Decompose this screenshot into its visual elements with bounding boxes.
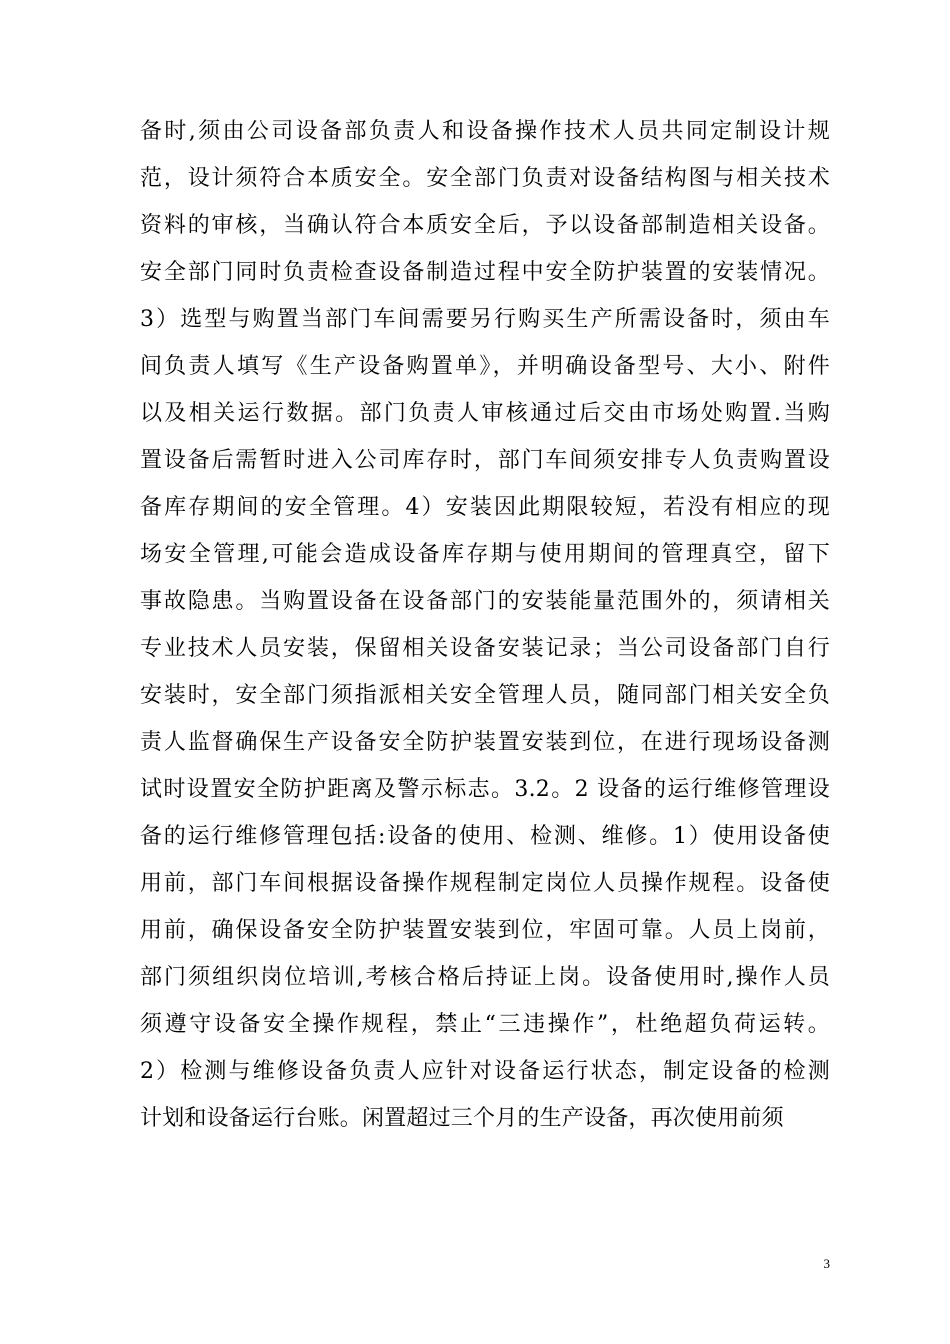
text-line: 试时设置安全防护距离及警示标志。3.2。2 设备的运行维修管理设 (140, 777, 830, 802)
text-line: 场安全管理,可能会造成设备库存期与使用期间的管理真空，留下 (140, 542, 830, 567)
text-line: 置设备后需暂时进入公司库存时，部门车间须安排专人负责购置设 (140, 448, 830, 473)
page-number: 3 (823, 1256, 830, 1271)
text-line: 安装时，安全部门须指派相关安全管理人员，随同部门相关安全负 (140, 683, 830, 708)
text-line: 专业技术人员安装，保留相关设备安装记录；当公司设备部门自行 (140, 636, 830, 661)
text-line: 间负责人填写《生产设备购置单》，并明确设备型号、大小、附件 (140, 354, 830, 379)
text-line: 用前，部门车间根据设备操作规程制定岗位人员操作规程。设备使 (140, 871, 830, 896)
text-line: 备时,须由公司设备部负责人和设备操作技术人员共同定制设计规 (140, 119, 830, 144)
text-line: 资料的审核，当确认符合本质安全后，予以设备部制造相关设备。 (140, 213, 830, 238)
text-line: 须遵守设备安全操作规程，禁止“三违操作”，杜绝超负荷运转。 (140, 1012, 830, 1037)
text-line: 用前，确保设备安全防护装置安装到位，牢固可靠。人员上岗前， (140, 918, 830, 943)
text-line: 3）选型与购置当部门车间需要另行购买生产所需设备时，须由车 (140, 307, 830, 332)
text-line: 责人监督确保生产设备安全防护装置安装到位，在进行现场设备测 (140, 730, 830, 755)
text-line: 计划和设备运行台账。闲置超过三个月的生产设备，再次使用前须 (140, 1106, 784, 1131)
text-line: 备库存期间的安全管理。4）安装因此期限较短，若没有相应的现 (140, 495, 830, 520)
body-text (140, 108, 830, 1142)
text-line: 部门须组织岗位培训,考核合格后持证上岗。设备使用时,操作人员 (140, 965, 830, 990)
text-line: 事故隐患。当购置设备在设备部门的安装能量范围外的，须请相关 (140, 589, 830, 614)
text-line: 范，设计须符合本质安全。安全部门负责对设备结构图与相关技术 (140, 166, 830, 191)
text-line: 备的运行维修管理包括:设备的使用、检测、维修。1）使用设备使 (140, 824, 830, 849)
text-line: 以及相关运行数据。部门负责人审核通过后交由市场处购置.当购 (140, 401, 830, 426)
text-line: 2）检测与维修设备负责人应针对设备运行状态，制定设备的检测 (140, 1059, 830, 1084)
text-line: 安全部门同时负责检查设备制造过程中安全防护装置的安装情况。 (140, 260, 830, 285)
